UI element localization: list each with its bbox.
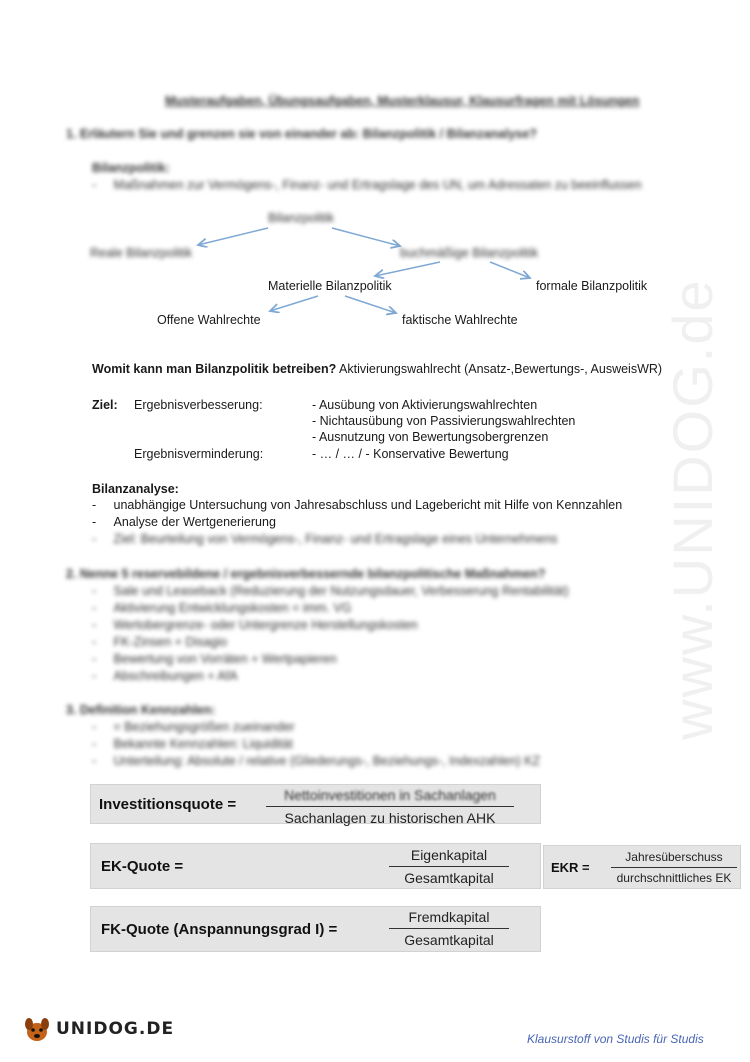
arrow-materiell-to-offen: [270, 296, 318, 311]
q3-item-1: - = Beziehungsgrößen zueinander: [92, 720, 295, 734]
bilanzpolitik-point: - Maßnahmen zur Vermögens-, Finanz- und Ertragslage des UN, um Adressaten zu beeinflussen: [92, 178, 642, 192]
logo-text: UNIDOG.DE: [56, 1019, 175, 1039]
ekr-denominator: durchschnittliches EK: [616, 871, 732, 885]
arrow-root-to-reale: [198, 228, 268, 245]
fk-quote-fraction: [389, 909, 509, 948]
q2-item-3-text: Wertobergrenze- oder Untergrenze Herstellungskosten: [113, 618, 418, 632]
formula-ek-quote: [90, 843, 541, 889]
watermark: www.UNIDOG.de: [661, 278, 724, 740]
investitionsquote-numerator: Nettoinvestitionen in Sachanlagen: [284, 787, 496, 803]
diagram-materiell: Materielle Bilanzpolitik: [268, 279, 392, 293]
womit-question: Womit kann man Bilanzpolitik betreiben?: [92, 362, 337, 376]
bilanzanalyse-goal-text: Ziel: Beurteilung von Vermögens-, Finanz- und Ertragslage eines Unternehmens: [113, 532, 558, 546]
diagram-offen: Offene Wahlrechte: [157, 313, 261, 327]
bilanzanalyse-item-1-text: unabhängige Untersuchung von Jahresabschluss und Lagebericht mit Hilfe von Kennzahlen: [113, 498, 623, 512]
bilanzanalyse-item-2-text: Analyse der Wertgenerierung: [113, 515, 276, 529]
q2-item-1-text: Sale und Leaseback (Reduzierung der Nutzungsdauer, Verbesserung Rentabilität): [113, 584, 569, 598]
fraction-line: [611, 867, 737, 868]
question-1-title: 1. Erläutern Sie und grenzen sie von einander ab: Bilanzpolitik / Bilanzanalyse?: [66, 127, 537, 141]
ekr-fraction: [611, 850, 737, 885]
question-2-title: 2. Nenne 5 reservebildene / ergebnisverbessernde bilanzpolitische Maßnahmen?: [66, 567, 546, 581]
q2-item-4: - FK-Zinsen + Disagio: [92, 635, 228, 649]
q2-item-2-text: Aktivierung Entwicklungskosten = imm. VG: [113, 601, 352, 615]
fk-quote-numerator: Fremdkapital: [408, 909, 490, 925]
q2-item-6: - Abschreibungen + AfA: [92, 669, 238, 683]
bilanzpolitik-label: Bilanzpolitik:: [92, 161, 170, 175]
q3-item-2: - Bekannte Kennzahlen: Liquidität: [92, 737, 293, 751]
improve-item-3: - Ausnutzung von Bewertungsobergrenzen: [312, 430, 549, 444]
formula-fk-quote: [90, 906, 541, 952]
q2-item-1: - Sale und Leaseback (Reduzierung der Nutzungsdauer, Verbesserung Rentabilität): [92, 584, 569, 598]
fk-quote-label: FK-Quote (Anspannungsgrad I) =: [101, 921, 338, 938]
q2-item-2: - Aktivierung Entwicklungskosten = imm. VG: [92, 601, 352, 615]
bilanzanalyse-item-2: - Analyse der Wertgenerierung: [92, 515, 276, 529]
ekr-label: EKR =: [551, 860, 590, 875]
page-heading: Musteraufgaben, Übungsaufgaben, Musterklausur, Klausurfragen mit Lösungen: [165, 94, 640, 108]
fraction-line: [389, 866, 509, 867]
reduce-item: - … / … / - Konservative Bewertung: [312, 447, 509, 461]
q2-item-6-text: Abschreibungen + AfA: [113, 669, 238, 683]
formula-ekr: [543, 845, 741, 889]
question-3-title: 3. Definition Kennzahlen:: [66, 703, 216, 717]
diagram-reale: Reale Bilanzpolitik: [90, 246, 193, 260]
diagram-buchmaessig: buchmäßige Bilanzpolitik: [400, 246, 539, 260]
formula-investitionsquote: [90, 784, 541, 824]
improve-item-1: - Ausübung von Aktivierungswahlrechten: [312, 398, 538, 412]
ergebnisverbesserung-label: Ergebnisverbesserung:: [134, 398, 263, 412]
womit-line: [92, 362, 662, 376]
womit-answer: Aktivierungswahlrecht (Ansatz-,Bewertungs-, AusweisWR): [336, 362, 663, 376]
q3-item-3-text: Unterteilung: Absolute / relative (Gliederungs-, Beziehungs-, Indexzahlen) KZ: [113, 754, 541, 768]
investitionsquote-label: Investitionsquote =: [99, 796, 237, 813]
footer-slogan: Klausurstoff von Studis für Studis: [527, 1032, 704, 1046]
investitionsquote-denominator: Sachanlagen zu historischen AHK: [284, 810, 496, 826]
ergebnisverminderung-label: Ergebnisverminderung:: [134, 447, 264, 461]
arrow-buch-to-materiell: [375, 262, 440, 276]
bilanzanalyse-label: Bilanzanalyse:: [92, 482, 179, 496]
bilanzpolitik-point-text: Maßnahmen zur Vermögens-, Finanz- und Ertragslage des UN, um Adressaten zu beeinflussen: [113, 178, 642, 192]
unidog-logo[interactable]: [22, 1014, 174, 1044]
fraction-line: [266, 806, 514, 807]
ekr-numerator: Jahresüberschuss: [625, 850, 723, 864]
bilanzanalyse-goal: - Ziel: Beurteilung von Vermögens-, Finanz- und Ertragslage eines Unternehmens: [92, 532, 558, 546]
q3-item-2-text: Bekannte Kennzahlen: Liquidität: [113, 737, 293, 751]
bilanzanalyse-item-1: - unabhängige Untersuchung von Jahresabschluss und Lagebericht mit Hilfe von Kennzahlen: [92, 498, 623, 512]
fraction-line: [389, 928, 509, 929]
investitionsquote-fraction: [266, 787, 514, 826]
ziel-label: Ziel:: [92, 398, 118, 412]
fk-quote-denominator: Gesamtkapital: [404, 932, 494, 948]
diagram-root: Bilanzpolitik: [268, 211, 335, 225]
dog-icon: [22, 1014, 52, 1044]
arrow-materiell-to-faktisch: [345, 296, 396, 313]
arrow-root-to-buchmaessig: [332, 228, 400, 246]
q2-item-4-text: FK-Zinsen + Disagio: [113, 635, 228, 649]
ek-quote-denominator: Gesamtkapital: [404, 870, 494, 886]
improve-item-2: - Nichtausübung von Passivierungswahlrechten: [312, 414, 576, 428]
ek-quote-fraction: [389, 847, 509, 886]
q2-item-5: - Bewertung von Vorräten + Wertpapieren: [92, 652, 337, 666]
q2-item-5-text: Bewertung von Vorräten + Wertpapieren: [113, 652, 337, 666]
ek-quote-label: EK-Quote =: [101, 858, 184, 875]
q2-item-3: - Wertobergrenze- oder Untergrenze Herstellungskosten: [92, 618, 418, 632]
arrow-buch-to-formal: [490, 262, 530, 278]
diagram-faktisch: faktische Wahlrechte: [402, 313, 518, 327]
diagram-formal: formale Bilanzpolitik: [536, 279, 648, 293]
q3-item-1-text: = Beziehungsgrößen zueinander: [113, 720, 295, 734]
ek-quote-numerator: Eigenkapital: [410, 847, 488, 863]
q3-item-3: - Unterteilung: Absolute / relative (Gliederungs-, Beziehungs-, Indexzahlen) KZ: [92, 754, 541, 768]
